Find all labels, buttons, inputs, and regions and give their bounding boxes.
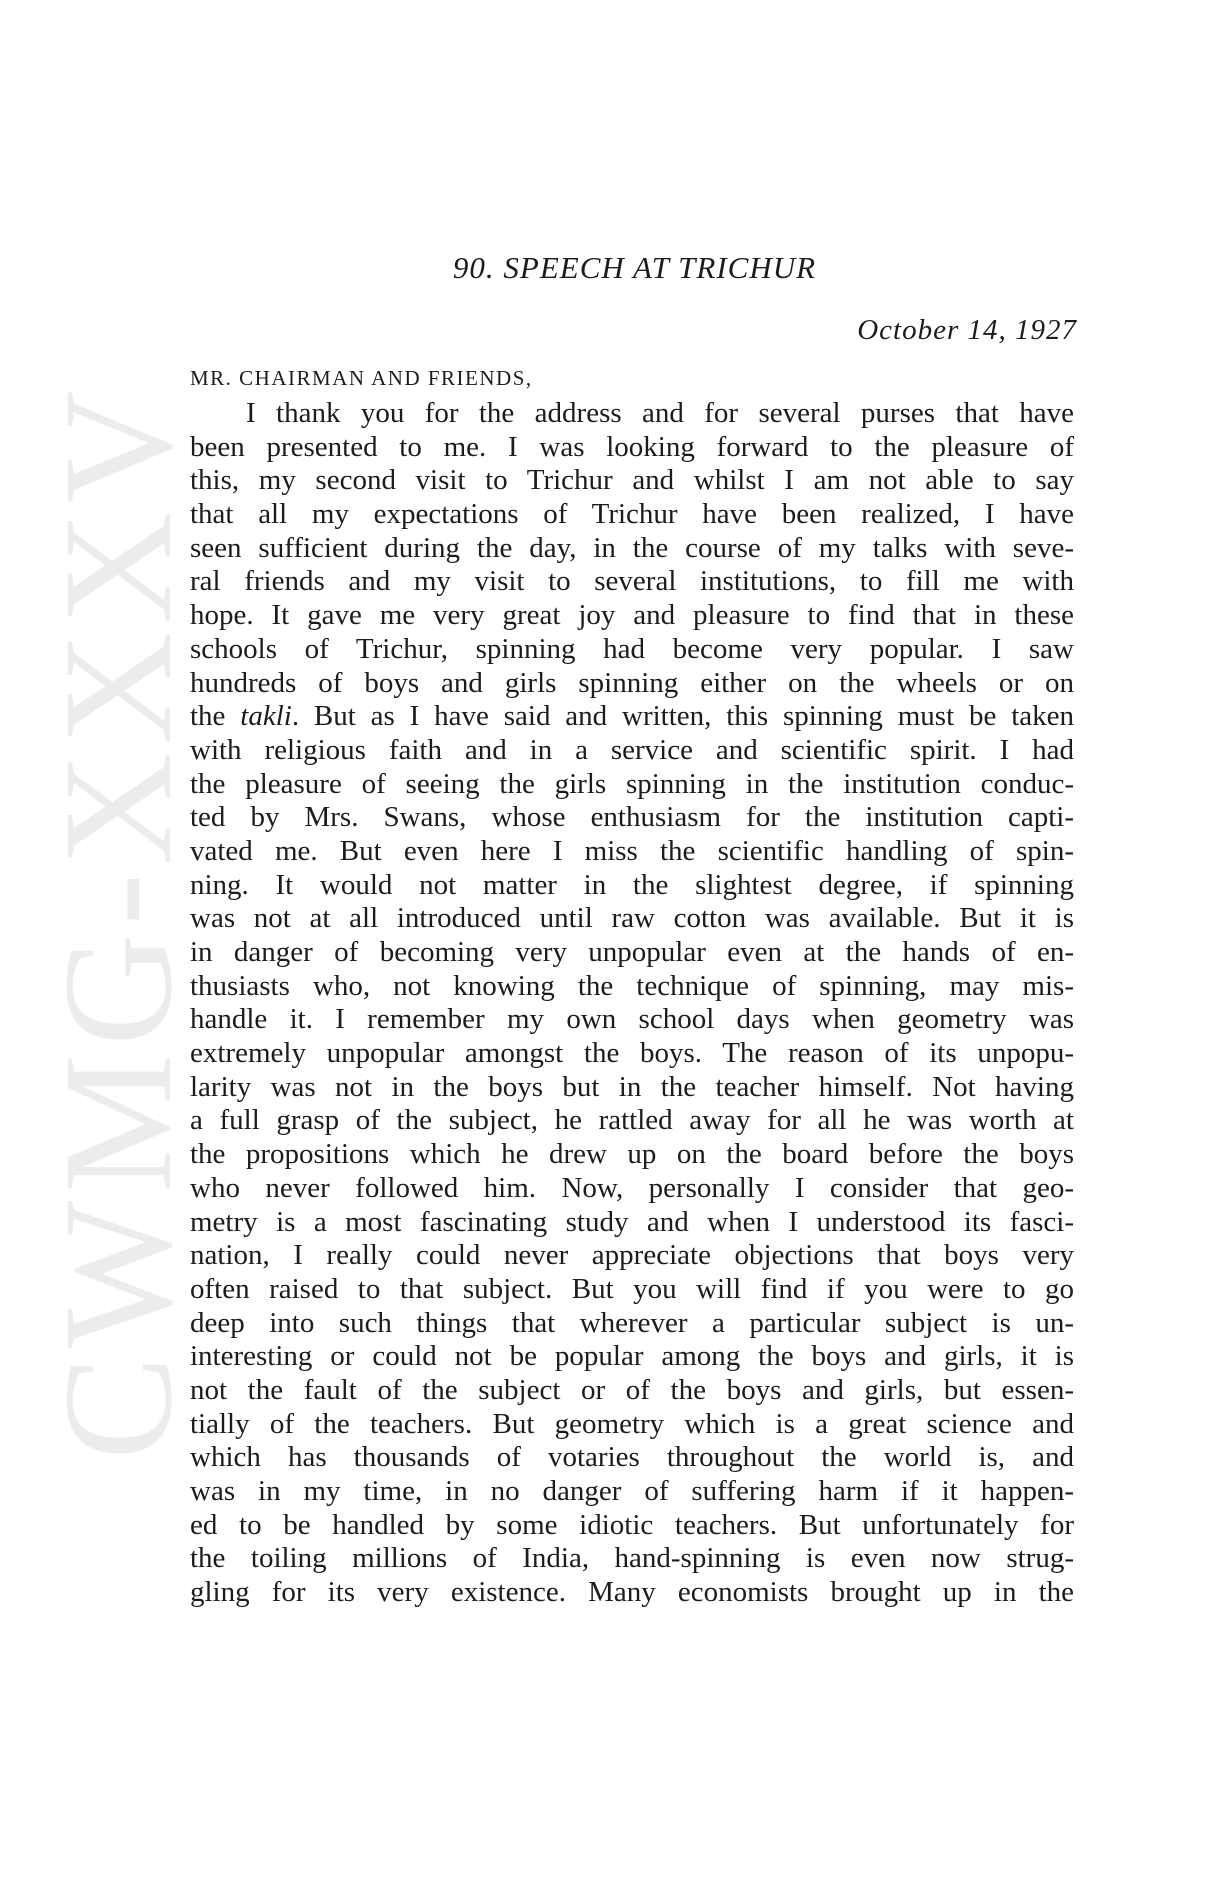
text-line: schools of Trichur, spinning had become very popular. I saw — [190, 632, 1074, 665]
text-line: larity was not in the boys but in the teacher himself. Not having — [190, 1070, 1074, 1103]
speech-paragraph — [190, 397, 1074, 1610]
text-line: ning. It would not matter in the slightest degree, if spinning — [190, 868, 1074, 901]
text-line: with religious faith and in a service and scientific spirit. I had — [190, 733, 1074, 766]
text-line: deep into such things that wherever a particular subject is un- — [190, 1306, 1074, 1339]
text-line: not the fault of the subject or of the boys and girls, but essen- — [190, 1373, 1074, 1406]
text-line: the toiling millions of India, hand-spinning is even now strug- — [190, 1542, 1074, 1575]
text-line: seen sufficient during the day, in the course of my talks with seve- — [190, 531, 1074, 564]
text-line: which has thousands of votaries throughout the world is, and — [190, 1441, 1074, 1474]
text-line-with-italic — [190, 700, 1074, 734]
text-line: hundreds of boys and girls spinning either on the wheels or on — [190, 666, 1074, 699]
watermark: CWMG-XXXV — [31, 382, 204, 1460]
text-line: often raised to that subject. But you will find if you were to go — [190, 1272, 1074, 1305]
text-line: a full grasp of the subject, he rattled away for all he was worth at — [190, 1104, 1074, 1137]
text-fragment: . But as I have said and written, this spinning must be taken — [291, 700, 1074, 733]
text-line: in danger of becoming very unpopular even at the hands of en- — [190, 936, 1074, 968]
text-line: was in my time, in no danger of suffering harm if it happen- — [190, 1475, 1074, 1507]
text-line: ted by Mrs. Swans, whose enthusiasm for the institution capti- — [190, 801, 1074, 834]
page-title: 90. SPEECH AT TRICHUR — [452, 250, 817, 285]
text-line: extremely unpopular amongst the boys. The reason of its unpopu- — [190, 1037, 1074, 1070]
speech-date: October 14, 1927 — [857, 314, 1077, 346]
text-line: gling for its very existence. Many economists brought up in the — [190, 1576, 1074, 1609]
text-line: that all my expectations of Trichur have been realized, I have — [190, 498, 1074, 531]
text-line: interesting or could not be popular among the boys and girls, it is — [190, 1340, 1074, 1373]
text-line: handle it. I remember my own school days when geometry was — [190, 1003, 1074, 1036]
text-line: was not at all introduced until raw cotton was available. But it is — [190, 902, 1074, 935]
text-line: I thank you for the address and for several purses that have — [246, 397, 1074, 429]
text-line: hope. It gave me very great joy and pleasure to find that in these — [190, 599, 1074, 632]
text-line: vated me. But even here I miss the scientific handling of spin- — [190, 834, 1074, 867]
text-line: the pleasure of seeing the girls spinning in the institution conduc- — [190, 767, 1074, 800]
text-line: this, my second visit to Trichur and whilst I am not able to say — [190, 464, 1074, 497]
text-line: ed to be handled by some idiotic teachers. But unfortunately for — [190, 1508, 1074, 1541]
text-line: ral friends and my visit to several institutions, to fill me with — [190, 565, 1074, 598]
text-line: been presented to me. I was looking forward to the pleasure of — [190, 430, 1074, 463]
salutation: MR. CHAIRMAN AND FRIENDS, — [190, 366, 533, 390]
text-line: metry is a most fascinating study and when I understood its fasci- — [190, 1205, 1074, 1238]
italic-term: takli — [240, 700, 292, 733]
text-fragment: the — [190, 700, 241, 733]
text-line: the propositions which he drew up on the board before the boys — [190, 1138, 1074, 1171]
text-line: tially of the teachers. But geometry which is a great science and — [190, 1407, 1074, 1440]
text-line: who never followed him. Now, personally I consider that geo- — [190, 1171, 1074, 1204]
text-line: thusiasts who, not knowing the technique of spinning, may mis- — [190, 969, 1074, 1002]
text-line: nation, I really could never appreciate objections that boys very — [190, 1239, 1074, 1272]
